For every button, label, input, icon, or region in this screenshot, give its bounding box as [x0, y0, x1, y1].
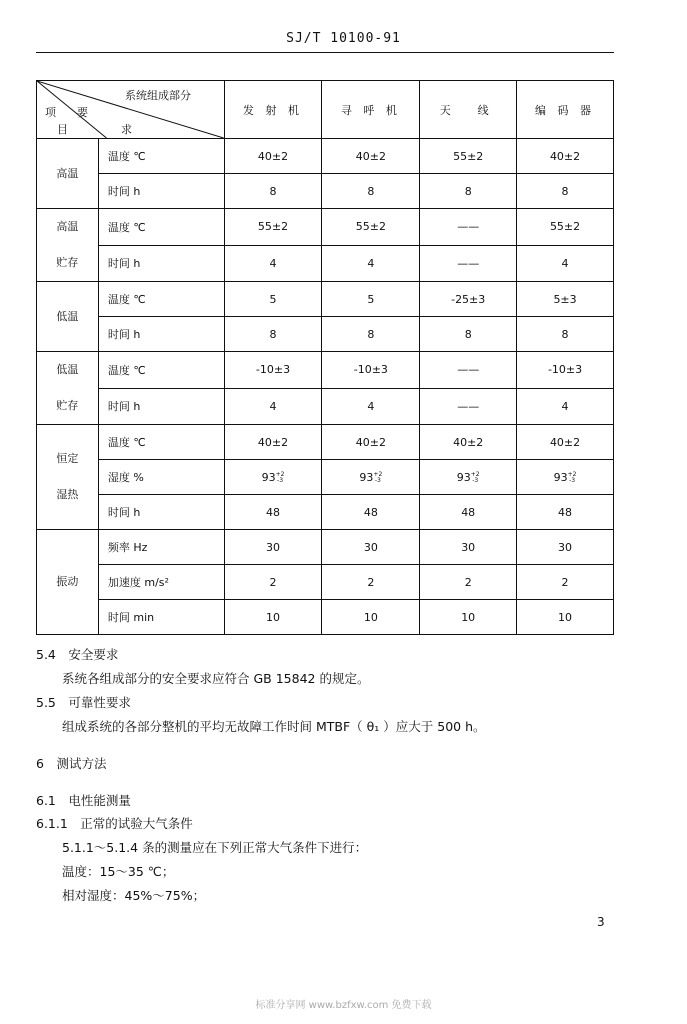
tolerance-mark: +2 -3: [373, 470, 383, 484]
row-label-cell: 时间 min: [98, 600, 224, 635]
row-label-cell: 温度 ℃: [98, 282, 224, 317]
value-cell: 30: [420, 530, 517, 565]
page-number: 3: [597, 915, 605, 929]
table-row: [37, 282, 614, 317]
table-row: [37, 139, 614, 174]
value-cell: 48: [224, 495, 322, 530]
value-cell: ——: [420, 209, 517, 246]
section-6-title: 6 测试方法: [36, 756, 107, 771]
group-name-cell: 低温 贮存: [37, 352, 99, 425]
value-cell: 40±2: [517, 139, 614, 174]
value-cell: 8: [322, 317, 420, 352]
table-row: [37, 174, 614, 209]
value-cell: ——: [420, 388, 517, 425]
value-cell: 30: [224, 530, 322, 565]
tolerance-mark: +2 -3: [275, 470, 285, 484]
column-header-antenna: 天 线: [420, 81, 517, 139]
value-cell: -10±3: [224, 352, 322, 389]
value-cell: 48: [322, 495, 420, 530]
header-rule: [36, 52, 614, 53]
row-label-cell: 温度 ℃: [98, 425, 224, 460]
value-cell: 48: [517, 495, 614, 530]
value-cell: 40±2: [322, 139, 420, 174]
value-cell: 2: [322, 565, 420, 600]
value-cell: 5±3: [517, 282, 614, 317]
section-5-5-text: 组成系统的各部分整机的平均无故障工作时间 MTBF（ θ₁ ）应大于 500 h。: [62, 719, 486, 734]
row-label-cell: 时间 h: [98, 245, 224, 282]
value-cell: 5: [224, 282, 322, 317]
value-cell: -25±3: [420, 282, 517, 317]
value-cell: 5: [322, 282, 420, 317]
watermark-footer: 标准分享网 www.bzfxw.com 免费下载: [255, 1000, 432, 1011]
row-label-cell: 时间 h: [98, 388, 224, 425]
table-row: [37, 425, 614, 460]
value-cell: 93+2 -3: [420, 460, 517, 495]
humidity-condition: 相对湿度：45%～75%；: [62, 888, 206, 903]
value-cell: 8: [420, 317, 517, 352]
tolerance-mark: +2 -3: [470, 470, 480, 484]
column-header-pager: 寻 呼 机: [322, 81, 420, 139]
table-row: [37, 317, 614, 352]
column-header-transmitter: 发 射 机: [224, 81, 322, 139]
table-body: [37, 139, 614, 635]
table-row: [37, 209, 614, 246]
table-row: [37, 388, 614, 425]
value-cell: 8: [517, 317, 614, 352]
value-cell: 4: [322, 245, 420, 282]
value-cell: 40±2: [224, 425, 322, 460]
value-cell: 10: [322, 600, 420, 635]
value-cell: 10: [517, 600, 614, 635]
value-cell: 93+2 -3: [224, 460, 322, 495]
row-label-cell: 时间 h: [98, 174, 224, 209]
value-cell: 55±2: [224, 209, 322, 246]
value-cell: 30: [322, 530, 420, 565]
value-cell: ——: [420, 352, 517, 389]
group-name-cell: 恒定 湿热: [37, 425, 99, 530]
value-cell: 8: [224, 317, 322, 352]
value-cell: 93+2 -3: [322, 460, 420, 495]
corner-label-qiu: 求: [121, 123, 132, 136]
value-cell: 55±2: [420, 139, 517, 174]
section-6-1-1-title: 6.1.1 正常的试验大气条件: [36, 816, 193, 831]
value-cell: 4: [517, 245, 614, 282]
table-row: [37, 565, 614, 600]
standard-number-header: SJ/T 10100-91: [286, 31, 401, 46]
value-cell: 4: [322, 388, 420, 425]
row-label-cell: 时间 h: [98, 317, 224, 352]
corner-label-mu: 目: [57, 123, 68, 136]
table-corner-cell: [37, 81, 225, 139]
section-5-4-title: 5.4 安全要求: [36, 647, 119, 662]
value-cell: 2: [420, 565, 517, 600]
group-name-cell: 高温: [37, 139, 99, 209]
table-row: [37, 352, 614, 389]
value-cell: 55±2: [517, 209, 614, 246]
group-name-cell: 振动: [37, 530, 99, 635]
value-cell: 10: [224, 600, 322, 635]
value-cell: 8: [517, 174, 614, 209]
value-cell: 8: [224, 174, 322, 209]
value-cell: 10: [420, 600, 517, 635]
corner-label-xiang: 项: [45, 106, 56, 119]
value-cell: 2: [517, 565, 614, 600]
value-cell: 93+2 -3: [517, 460, 614, 495]
row-label-cell: 温度 ℃: [98, 352, 224, 389]
value-cell: ——: [420, 245, 517, 282]
row-label-cell: 温度 ℃: [98, 209, 224, 246]
environment-test-table: [36, 80, 614, 635]
temperature-condition: 温度：15～35 ℃；: [62, 864, 175, 879]
value-cell: 4: [517, 388, 614, 425]
value-cell: 40±2: [224, 139, 322, 174]
value-cell: -10±3: [322, 352, 420, 389]
corner-label-yao: 要: [77, 106, 88, 119]
table-row: [37, 530, 614, 565]
group-name-cell: 高温 贮存: [37, 209, 99, 282]
section-5-4-text: 系统各组成部分的安全要求应符合 GB 15842 的规定。: [62, 671, 370, 686]
column-header-encoder: 编 码 器: [517, 81, 614, 139]
row-label-cell: 温度 ℃: [98, 139, 224, 174]
section-6-1-title: 6.1 电性能测量: [36, 793, 131, 808]
table-row: [37, 245, 614, 282]
table-row: [37, 495, 614, 530]
value-cell: 40±2: [322, 425, 420, 460]
section-5-5-title: 5.5 可靠性要求: [36, 695, 131, 710]
value-cell: 8: [322, 174, 420, 209]
tolerance-mark: +2 -3: [567, 470, 577, 484]
value-cell: 2: [224, 565, 322, 600]
value-cell: 4: [224, 388, 322, 425]
group-name-cell: 低温: [37, 282, 99, 352]
table-row: [37, 460, 614, 495]
value-cell: 30: [517, 530, 614, 565]
value-cell: 8: [420, 174, 517, 209]
value-cell: -10±3: [517, 352, 614, 389]
section-6-1-1-text: 5.1.1～5.1.4 条的测量应在下列正常大气条件下进行：: [62, 840, 368, 855]
row-label-cell: 时间 h: [98, 495, 224, 530]
value-cell: 55±2: [322, 209, 420, 246]
value-cell: 48: [420, 495, 517, 530]
row-label-cell: 频率 Hz: [98, 530, 224, 565]
row-label-cell: 湿度 %: [98, 460, 224, 495]
value-cell: 4: [224, 245, 322, 282]
value-cell: 40±2: [517, 425, 614, 460]
table-row: [37, 600, 614, 635]
corner-top-label: 系统组成部分: [125, 89, 191, 102]
value-cell: 40±2: [420, 425, 517, 460]
row-label-cell: 加速度 m/s²: [98, 565, 224, 600]
